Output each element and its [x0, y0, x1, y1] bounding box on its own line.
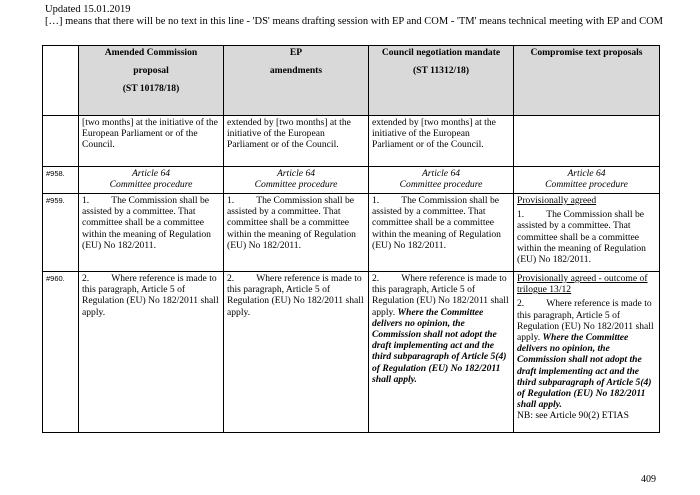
row959-compromise: Provisionally agreed 1. The Commission shall be assisted by a committee. That committee shall be a committee within the meaning of Regulation (EU) No 182/2011.	[514, 194, 660, 272]
row958-compromise: Article 64 Committee procedure	[514, 167, 660, 194]
row959-commission: 1. The Commission shall be assisted by a committee. That committee shall be a committee within the meaning of Regulation (EU) No 182/2011.	[79, 194, 224, 272]
row0-ep: extended by [two months] at the initiative of the European Parliament or of the Council.	[224, 116, 369, 167]
header-compromise-text: Compromise text proposals	[514, 46, 660, 116]
row958-council: Article 64 Committee procedure	[369, 167, 514, 194]
row-number: #960.	[43, 272, 79, 433]
table-row	[43, 116, 660, 167]
table-row	[43, 194, 660, 272]
row-number: #958.	[43, 167, 79, 194]
row-number: #959.	[43, 194, 79, 272]
row958-commission: Article 64 Committee procedure	[79, 167, 224, 194]
table-header-row	[43, 46, 660, 116]
header-num-cell	[43, 46, 79, 116]
row0-commission: [two months] at the initiative of the European Parliament or of the Council.	[79, 116, 224, 167]
page-number: 409	[641, 474, 656, 485]
header-commission-proposal: Amended Commission proposal (ST 10178/18)	[79, 46, 224, 116]
header-ep-amendments: EP amendments	[224, 46, 369, 116]
row960-ep: 2. Where reference is made to this paragraph, Article 5 of Regulation (EU) No 182/2011 shall apply.	[224, 272, 369, 433]
comparison-table	[42, 45, 660, 433]
header-legend: […] means that there will be no text in this line - 'DS' means drafting session with EP and COM - 'TM' means technical meeting with EP and COM	[45, 16, 664, 27]
header-updated-date: Updated 15.01.2019	[45, 4, 131, 15]
row960-compromise: Provisionally agreed - outcome of trilogue 13/12 2. Where reference is made to this paragraph, Article 5 of Regulation (EU) No 182/2011 shall apply. Where the Committee delivers no opinion, the Commission shall not adopt the draft implementing act and the third subparagraph of Article 5(4) of Regulation (EU) No 182/2011 shall apply. NB: see Article 90(2) ETIAS	[514, 272, 660, 433]
row0-compromise	[514, 116, 660, 167]
row0-council: extended by [two months] at the initiative of the European Parliament or of the Council.	[369, 116, 514, 167]
row960-council: 2. Where reference is made to this paragraph, Article 5 of Regulation (EU) No 182/2011 shall apply. Where the Committee delivers no opinion, the Commission shall not adopt the draft implementing act and the third subparagraph of Article 5(4) of Regulation (EU) No 182/2011 shall apply.	[369, 272, 514, 433]
table-row	[43, 167, 660, 194]
note: NB: see Article 90(2) ETIAS	[517, 410, 629, 422]
status-label: Provisionally agreed	[517, 195, 597, 206]
header-council-mandate: Council negotiation mandate (ST 11312/18)	[369, 46, 514, 116]
row958-ep: Article 64 Committee procedure	[224, 167, 369, 194]
status-label: Provisionally agreed - outcome of trilogue 13/12	[517, 273, 648, 296]
row959-council: 1. The Commission shall be assisted by a committee. That committee shall be a committee within the meaning of Regulation (EU) No 182/2011.	[369, 194, 514, 272]
row959-ep: 1. The Commission shall be assisted by a committee. That committee shall be a committee within the meaning of Regulation (EU) No 182/2011.	[224, 194, 369, 272]
row960-commission: 2. Where reference is made to this paragraph, Article 5 of Regulation (EU) No 182/2011 shall apply.	[79, 272, 224, 433]
table-row	[43, 272, 660, 433]
